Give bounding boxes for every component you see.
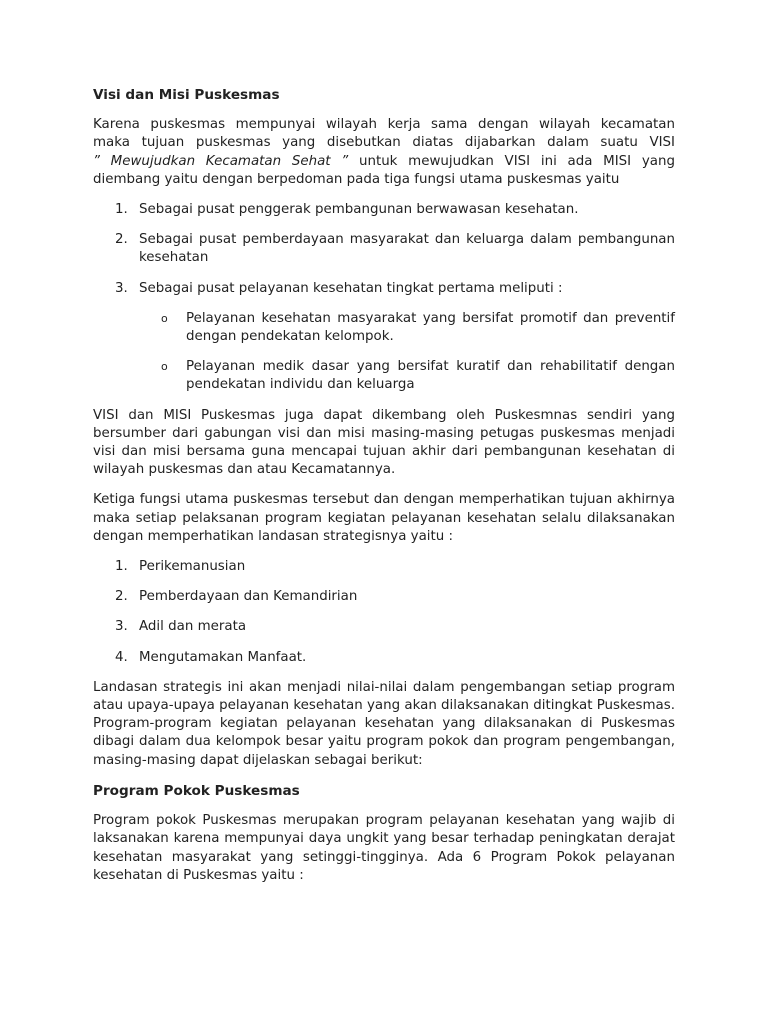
list-item: [93, 280, 675, 395]
list-text: Pemberdayaan dan Kemandirian: [139, 589, 358, 605]
landasan-paragraph: Landasan strategis ini akan menjadi nilai-nilai dalam pengembangan setiap program atau upaya-upaya pelayanan kesehatan yang akan dilaksanakan ditingkat Puskesmas. Program-program kegiatan pelayanan kesehatan yang dilaksanakan di Puskesmas dibagi dalam dua kelompok besar yaitu program pokok dan program pengembangan, masing-masing dapat dijelaskan sebagai berikut:: [93, 679, 675, 768]
intro-line-1: Karena puskesmas mempunyai wilayah kerja sama dengan wilayah kecamatan: [93, 117, 675, 133]
document-page: [93, 86, 675, 897]
list-number: 1.: [115, 202, 128, 218]
program-pokok-paragraph: Program pokok Puskesmas merupakan program pelayanan kesehatan yang wajib di laksanakan karena mempunyai daya ungkit yang besar terhadap peningkatan derajat kesehatan masyarakat yang setinggi-tingginya. Ada 6 Program Pokok pelayanan kesehatan di Puskesmas yaitu :: [93, 813, 675, 883]
visi-misi-paragraph: VISI dan MISI Puskesmas juga dapat dikembang oleh Puskesmnas sendiri yang bersumber dari gabungan visi dan misi masing-masing petugas puskesmas menjadi visi dan misi bersama guna mencapai tujuan akhir dari pembangunan kesehatan di wilayah puskesmas dan atau Kecamatannya.: [93, 407, 675, 478]
list-text: Adil dan merata: [139, 619, 247, 635]
list-number: 4.: [115, 649, 128, 665]
list-item: [93, 231, 675, 267]
list-number: 3.: [115, 280, 128, 296]
list-number: 1.: [115, 559, 128, 575]
services-sublist: [139, 310, 675, 395]
circle-bullet-icon: o: [161, 360, 168, 374]
functions-list: [93, 201, 675, 395]
list-number: 2.: [115, 589, 128, 605]
sublist-item: [139, 358, 675, 394]
list-number: 3.: [115, 619, 128, 635]
intro-line-3: [93, 153, 675, 171]
list-text: Sebagai pusat penggerak pembangunan berwawasan kesehatan.: [139, 202, 579, 218]
visi-quote: ” Mewujudkan Kecamatan Sehat ”: [93, 153, 359, 169]
list-text: Sebagai pusat pemberdayaan masyarakat dan keluarga dalam pembangunan kesehatan: [139, 232, 675, 266]
intro-paragraph: [93, 116, 675, 189]
list-item: [93, 649, 675, 667]
section-subtitle: Program Pokok Puskesmas: [93, 782, 300, 799]
ketiga-fungsi-paragraph: Ketiga fungsi utama puskesmas tersebut dan dengan memperhatikan tujuan akhirnya maka setiap pelaksanan program kegiatan pelayanan kesehatan selalu dilaksanakan dengan memperhatikan landasan strategisnya yaitu :: [93, 492, 675, 544]
list-item: [93, 558, 675, 576]
list-text: Sebagai pusat pelayanan kesehatan tingkat pertama meliputi :: [139, 280, 563, 296]
list-item: [93, 201, 675, 219]
sublist-text: Pelayanan kesehatan masyarakat yang bersifat promotif dan preventif dengan pendekatan kelompok.: [186, 310, 675, 345]
document-title: Visi dan Misi Puskesmas: [93, 87, 280, 103]
intro-after-quote: untuk mewujudkan VISI ini ada MISI yang: [358, 153, 675, 169]
list-item: [93, 618, 675, 636]
list-text: Perikemanusian: [139, 559, 246, 575]
list-text: Mengutamakan Manfaat.: [139, 649, 307, 665]
sublist-item: [139, 310, 675, 346]
strategies-list: [93, 558, 675, 667]
list-item: [93, 588, 675, 606]
intro-line-4: diembang yaitu dengan berpedoman pada tiga fungsi utama puskesmas yaitu: [93, 171, 620, 187]
list-number: 2.: [115, 232, 128, 248]
intro-line-2: maka tujuan puskesmas yang disebutkan diatas dijabarkan dalam suatu VISI: [93, 135, 675, 151]
sublist-text: Pelayanan medik dasar yang bersifat kuratif dan rehabilitatif dengan pendekatan individu dan keluarga: [186, 359, 675, 393]
circle-bullet-icon: o: [161, 311, 168, 325]
